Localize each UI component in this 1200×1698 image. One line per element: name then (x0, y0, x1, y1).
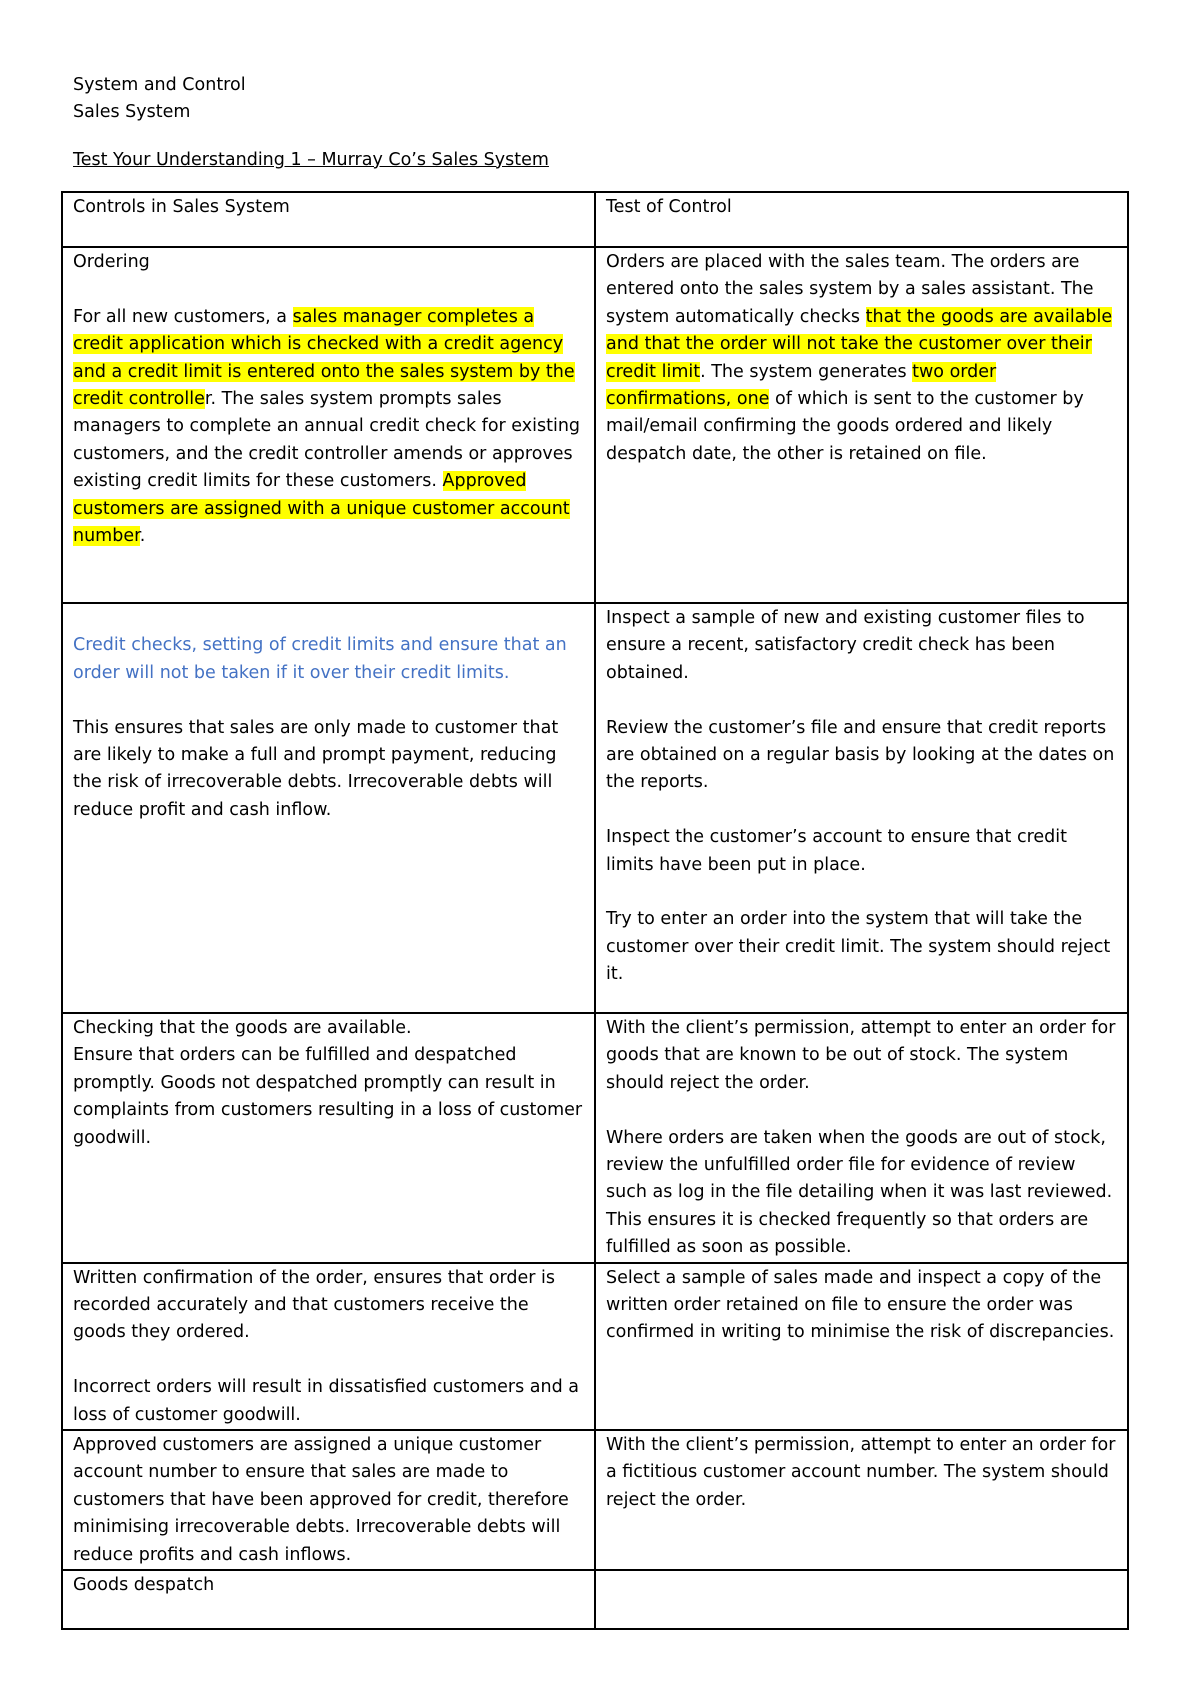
test-paragraph: Where orders are taken when the goods are out of stock, review the unfulfilled order file for evidence of review such as log in the file detailing when it was last reviewed. This ensures it is checked frequently so that orders are fulfilled as soon as possible. (606, 1127, 1113, 1258)
test-paragraph: Inspect the customer’s account to ensure that credit limits have been put in place. (606, 827, 1067, 875)
control-cell (62, 247, 595, 603)
control-paragraph: Goods despatch (73, 1575, 215, 1596)
highlighted-text: that the goods are available and that the order will not take the customer over their credit limit (606, 306, 1113, 382)
control-cell (62, 603, 595, 1013)
test-text: . The system generates (700, 361, 913, 382)
test-paragraph (606, 249, 1117, 468)
control-text: . (139, 526, 146, 547)
column-header-controls: Controls in Sales System (62, 192, 595, 247)
table-row (62, 1263, 1128, 1430)
test-cell (595, 1263, 1128, 1430)
highlighted-text: two order confirmations, one (606, 361, 997, 410)
column-header-test-of-control: Test of Control (595, 192, 1128, 247)
test-paragraph: With the client’s permission, attempt to enter an order for a fictitious customer account number. The system should reject the order. (606, 1435, 1116, 1510)
test-cell (595, 1430, 1128, 1570)
table-row (62, 1013, 1128, 1263)
test-paragraph: With the client’s permission, attempt to enter an order for goods that are known to be out of stock. The system should reject the order. (606, 1018, 1116, 1093)
highlighted-text: Approved customers are assigned with a unique customer account number (73, 471, 570, 547)
control-paragraph: Ensure that orders can be fulfilled and despatched promptly. Goods not despatched promptly can result in complaints from customers resulting in a loss of customer goodwill. (73, 1045, 583, 1148)
test-cell (595, 1570, 1128, 1629)
highlighted-text: sales manager completes a credit application which is checked with a credit agency and a credit limit is entered onto the sales system by the credit controlle (73, 306, 575, 410)
control-text: For all new customers, a (73, 306, 293, 327)
controls-table (61, 191, 1129, 1630)
test-paragraph: Inspect a sample of new and existing customer files to ensure a recent, satisfactory credit check has been obtained. (606, 608, 1085, 683)
test-cell (595, 247, 1128, 603)
blue-note-text: Credit checks, setting of credit limits and ensure that an order will not be taken if it over their credit limits. (73, 635, 567, 683)
table-row (62, 247, 1128, 603)
control-cell (62, 1570, 595, 1629)
control-cell (62, 1430, 595, 1570)
control-cell (62, 1263, 595, 1430)
table-row (62, 603, 1128, 1013)
test-text: of which is sent to the customer by mail/email confirming the goods ordered and likely despatch date, the other is retained on file. (606, 389, 1084, 464)
test-cell (595, 1013, 1128, 1263)
control-text: r. The sales system prompts sales managers to complete an annual credit check for existing customers, and the credit controller amends or approves existing credit limits for these customers. (73, 389, 581, 492)
test-paragraph: Select a sample of sales made and inspect a copy of the written order retained on file to ensure the order was confirmed in writing to minimise the risk of discrepancies. (606, 1267, 1115, 1343)
control-paragraph: This ensures that sales are only made to customer that are likely to make a full and prompt payment, reducing the risk of irrecoverable debts. Irrecoverable debts will reduce profit and cash inflow. (73, 717, 559, 820)
test-cell (595, 603, 1128, 1013)
control-paragraph: Written confirmation of the order, ensures that order is recorded accurately and that customers receive the goods they ordered. (73, 1267, 556, 1343)
control-heading: Ordering (73, 252, 150, 272)
test-paragraph: Try to enter an order into the system that will take the customer over their credit limit. The system should reject it. (606, 909, 1111, 985)
document-header (73, 72, 549, 174)
control-paragraph: Checking that the goods are available. (73, 1018, 412, 1038)
test-paragraph: Review the customer’s file and ensure that credit reports are obtained on a regular basis by looking at the dates on the reports. (606, 717, 1115, 793)
header-line-sales-system: Sales System (73, 102, 191, 123)
control-paragraph (73, 304, 584, 551)
control-cell (62, 1013, 595, 1263)
header-line-system-and-control: System and Control (73, 75, 246, 95)
test-text: Orders are placed with the sales team. The orders are entered onto the sales system by a sales assistant. The system automatically checks (606, 252, 1094, 327)
table-row (62, 1570, 1128, 1629)
control-paragraph: Approved customers are assigned a unique customer account number to ensure that sales are made to customers that have been approved for credit, therefore minimising irrecoverable debts. Irrecoverable debts will reduce profits and cash inflows. (73, 1435, 569, 1565)
table-row (62, 1430, 1128, 1570)
document-title: Test Your Understanding 1 – Murray Co’s Sales System (73, 149, 549, 170)
table-header-row (62, 192, 1128, 247)
control-paragraph: Incorrect orders will result in dissatisfied customers and a loss of customer goodwill. (73, 1377, 580, 1425)
